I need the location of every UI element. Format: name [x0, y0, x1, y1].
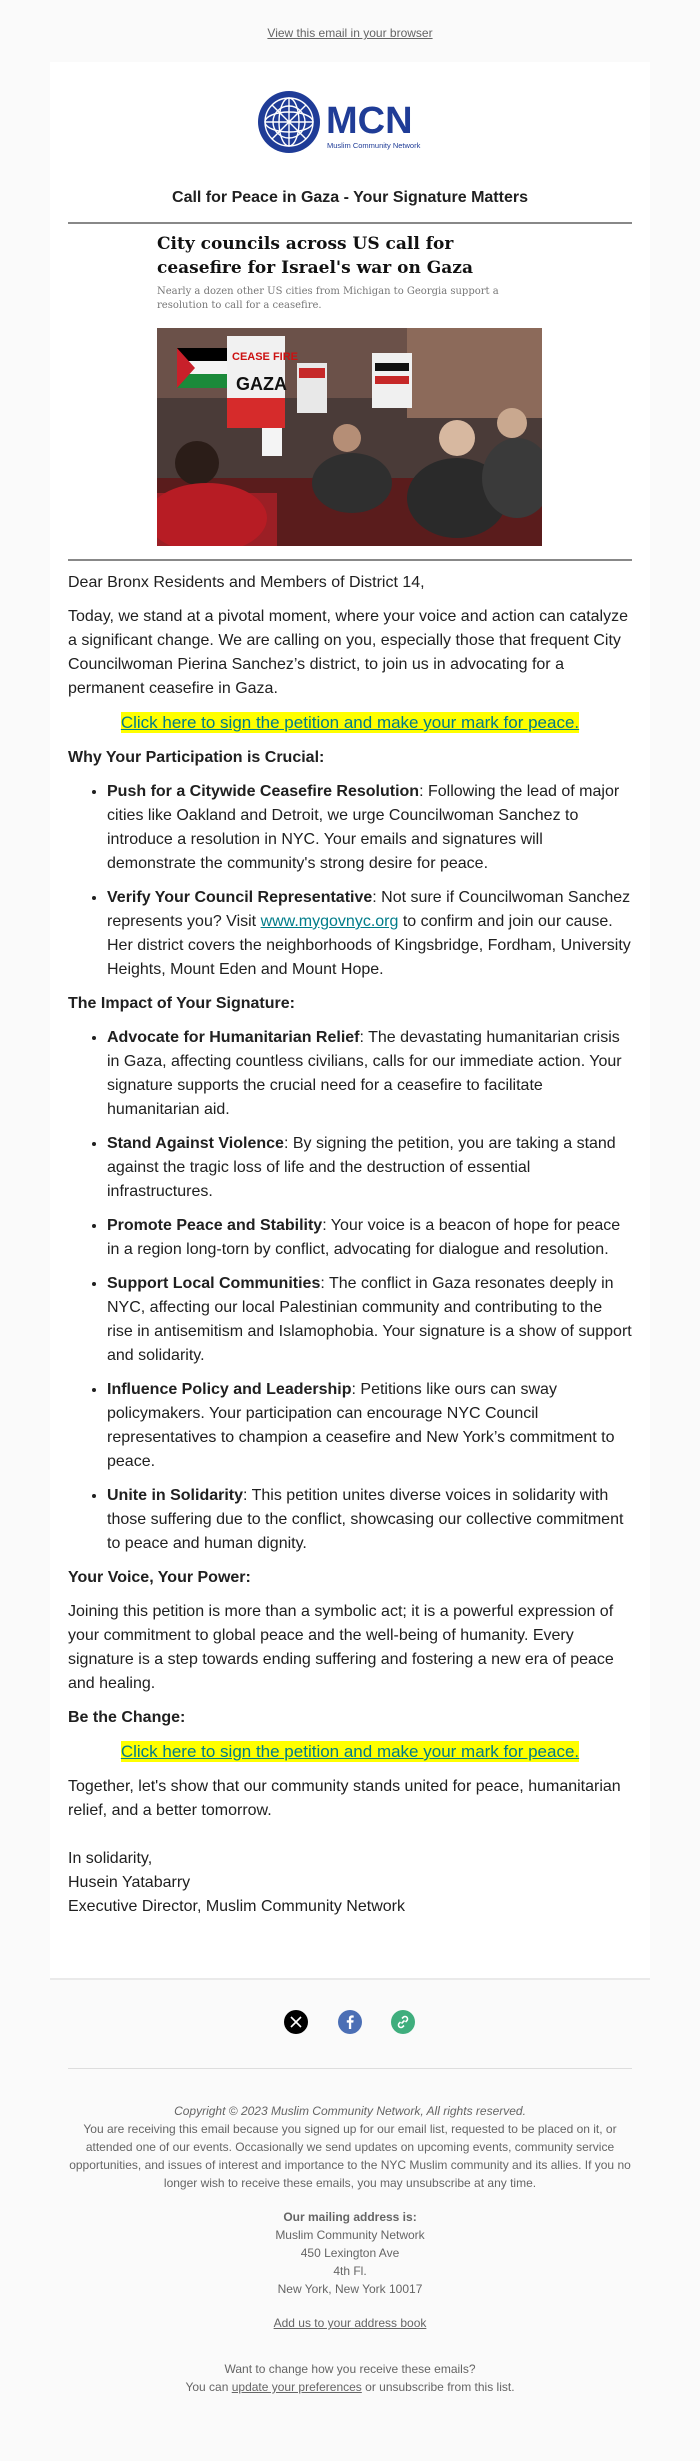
closing-paragraph: Together, let's show that our community stands united for peace, humanitarian relief, and a better tomorrow. [68, 1778, 621, 1819]
x-twitter-icon[interactable] [284, 2010, 308, 2034]
prefs-text: You can [185, 2380, 232, 2394]
item-title: Support Local Communities [107, 1275, 321, 1292]
list-item [107, 780, 632, 876]
update-preferences-link[interactable]: update your preferences [231, 2380, 362, 2394]
item-text: : The conflict in Gaza resonates deeply in NYC, affecting our local Palestinian community and contributing to the rise in antisemitism and Islamophobia. Your signature is a show of support and solidarity. [107, 1275, 632, 1364]
globe-icon [258, 91, 320, 153]
divider [68, 222, 632, 224]
campaign-title: Call for Peace in Gaza - Your Signature Matters [172, 189, 528, 206]
signer-title: Executive Director, Muslim Community Network [68, 1898, 405, 1915]
article-headline[interactable]: City councils across US call for ceasefire for Israel's war on Gaza [157, 234, 473, 278]
participation-heading: Why Your Participation is Crucial: [68, 749, 325, 766]
header-logo-area [50, 82, 650, 162]
address-line: New York, New York 10017 [277, 2282, 423, 2296]
article-subhead: Nearly a dozen other US cities from Michigan to Georgia support a resolution to call for a ceasefire. [157, 286, 499, 311]
change-heading: Be the Change: [68, 1709, 186, 1726]
address-line: 450 Lexington Ave [300, 2246, 400, 2260]
list-item [107, 1378, 632, 1474]
item-title: Unite in Solidarity [107, 1487, 244, 1504]
copyright-text: Copyright © 2023 Muslim Community Network, All rights reserved. [174, 2104, 526, 2118]
item-text: : This petition unites diverse voices in solidarity with those suffering due to the conflict, showcasing our collective commitment to peace and human dignity. [107, 1487, 624, 1552]
cta-row [68, 711, 632, 736]
intro-paragraph: Today, we stand at a pivotal moment, where your voice and action can catalyze a significant change. We are calling on you, especially those that frequent City Councilwoman Pierina Sanchez’s district, to join us in advocating for a permanent ceasefire in Gaza. [68, 608, 629, 697]
address-book-row [68, 2314, 632, 2332]
logo-subtext: Muslim Community Network [327, 141, 421, 150]
subscription-reason: You are receiving this email because you signed up for our email list, requested to be placed on it, or attended one of our events. Occasionally we send updates on upcoming events, community service opportunities, and issues of interest and importance to the NYC Muslim community and its allies. If you no longer wish to receive these emails, you may unsubscribe at any time. [69, 2122, 631, 2190]
divider [68, 2068, 632, 2069]
article-photo[interactable] [157, 328, 542, 546]
prefs-text: or unsubscribe from this list. [361, 2380, 515, 2394]
address-heading: Our mailing address is: [283, 2210, 417, 2224]
preferences-row [68, 2378, 632, 2396]
item-text: : The devastating humanitarian crisis in Gaza, affecting countless civilians, calls for our immediate action. Your signature supports the crucial need for a ceasefire to facilitate humanitarian aid. [107, 1029, 622, 1118]
protest-sign-text: CEASE FIRE [232, 351, 299, 363]
social-links [0, 2000, 700, 2040]
sign-petition-link[interactable]: Click here to sign the petition and make your mark for peace. [120, 713, 580, 732]
item-title: Advocate for Humanitarian Relief [107, 1029, 360, 1046]
list-item [107, 886, 632, 982]
item-title: Push for a Citywide Ceasefire Resolution [107, 783, 420, 800]
change-question: Want to change how you receive these emails? [224, 2362, 476, 2376]
item-title: Stand Against Violence [107, 1135, 284, 1152]
mygovnyc-link[interactable]: www.mygovnyc.org [260, 913, 399, 930]
divider [68, 559, 632, 561]
add-to-address-book-link[interactable]: Add us to your address book [273, 2316, 427, 2330]
email-card [50, 62, 650, 1978]
protest-sign-text: GAZA [236, 374, 287, 394]
signer-name: Husein Yatabarry [68, 1874, 191, 1891]
facebook-icon[interactable] [338, 2010, 362, 2034]
list-item [107, 1132, 632, 1204]
item-text: : Your voice is a beacon of hope for peace in a region long-torn by conflict, advocating for dialogue and resolution. [107, 1217, 621, 1258]
address-line: Muslim Community Network [275, 2228, 425, 2242]
cta-row [68, 1740, 632, 1765]
list-item [107, 1026, 632, 1122]
item-title: Influence Policy and Leadership [107, 1381, 352, 1398]
sign-petition-link[interactable]: Click here to sign the petition and make your mark for peace. [120, 1742, 580, 1761]
impact-heading: The Impact of Your Signature: [68, 995, 295, 1012]
council-meeting-photo [157, 328, 542, 546]
address-line: 4th Fl. [333, 2264, 367, 2278]
list-item [107, 1484, 632, 1556]
list-item [107, 1272, 632, 1368]
mcn-logo[interactable] [255, 87, 455, 157]
item-text: : Following the lead of major cities like Oakland and Detroit, we urge Councilwoman Sanchez to introduce a resolution in NYC. Your emails and signatures will demonstrate the community's strong desire for peace. [107, 783, 620, 872]
divider [50, 1978, 650, 1980]
greeting: Dear Bronx Residents and Members of District 14, [68, 574, 425, 591]
item-text: : By signing the petition, you are taking a stand against the tragic loss of life and the destruction of essential infrastructures. [107, 1135, 616, 1200]
signoff: In solidarity, [68, 1850, 153, 1867]
letter-body [68, 571, 632, 1919]
website-link-icon[interactable] [391, 2010, 415, 2034]
participation-list [68, 780, 632, 982]
item-title: Promote Peace and Stability [107, 1217, 323, 1234]
view-in-browser-link[interactable]: View this email in your browser [267, 26, 433, 40]
item-text: : Petitions like ours can sway policymakers. Your participation can encourage NYC Council representatives to champion a ceasefire and New York’s commitment to peace. [107, 1381, 615, 1470]
item-text: : Not sure if Councilwoman Sanchez represents you? Visit [107, 889, 631, 930]
email-footer [68, 2102, 632, 2396]
preheader [0, 0, 700, 62]
voice-heading: Your Voice, Your Power: [68, 1569, 251, 1586]
list-item [107, 1214, 632, 1262]
item-title: Verify Your Council Representative [107, 889, 373, 906]
item-text: to confirm and join our cause. Her district covers the neighborhoods of Kingsbridge, Fordham, University Heights, Mount Eden and Mount Hope. [107, 913, 631, 978]
impact-list [68, 1026, 632, 1556]
voice-paragraph: Joining this petition is more than a symbolic act; it is a powerful expression of your commitment to global peace and the well-being of humanity. Every signature is a step towards ending suffering and fostering a new era of peace and healing. [68, 1603, 614, 1692]
logo-wordmark: MCN [326, 100, 413, 142]
